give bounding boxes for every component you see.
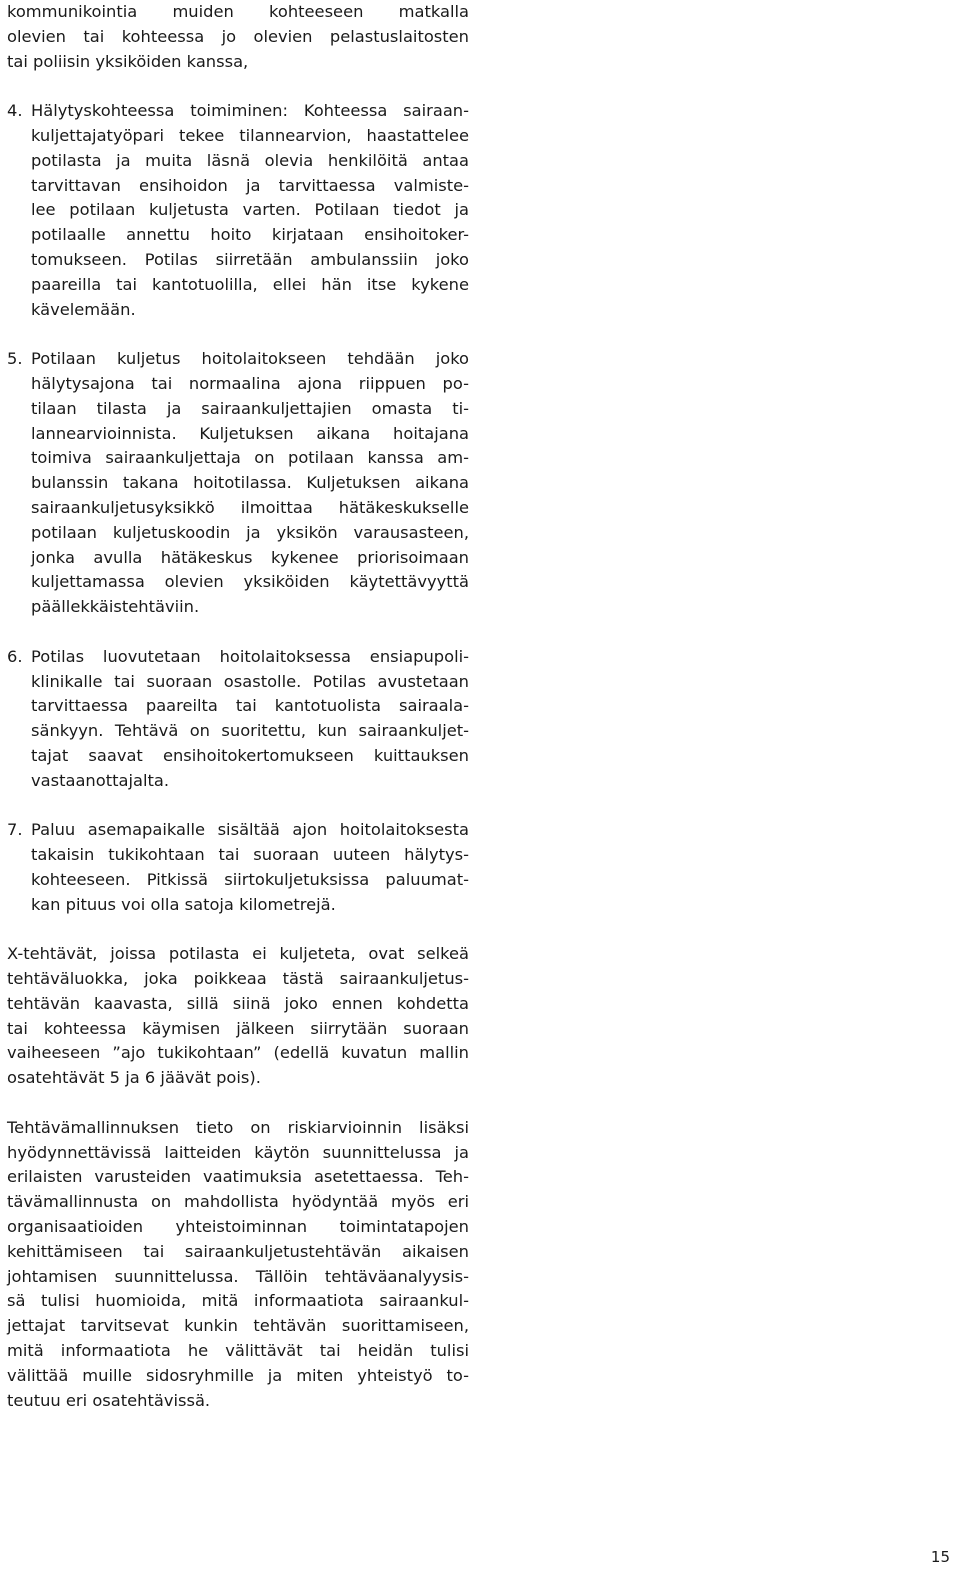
text-line: takaisin tukikohtaan tai suoraan uuteen hälytys- (31, 845, 469, 865)
list-item-6 (7, 645, 469, 794)
text-line: lee potilaan kuljetusta varten. Potilaan tiedot ja (31, 200, 469, 220)
list-number: 4. (7, 101, 23, 121)
text-line: organisaatioiden yhteistoiminnan toimintatapojen (7, 1217, 469, 1237)
text-line: kommunikointia muiden kohteeseen matkalla (7, 2, 469, 21)
text-line: sairaankuljetusyksikkö ilmoittaa hätäkeskukselle (31, 497, 469, 517)
text-line: mitä informaatiota he välittävät tai heidän tulisi (7, 1341, 469, 1361)
text-line: kävelemään. (31, 299, 136, 319)
text-line: tomukseen. Potilas siirretään ambulanssiin joko (31, 249, 469, 269)
continuation-paragraph (7, 0, 469, 74)
text-line: tai poliisin yksiköiden kanssa, (7, 51, 249, 71)
list-number: 5. (7, 349, 23, 369)
text-line: potilasta ja muita läsnä olevia henkilöitä antaa (31, 150, 469, 170)
text-line: jettajat tarvitsevat kunkin tehtävän suorittamiseen, (7, 1316, 469, 1336)
text-line: bulanssin takana hoitotilassa. Kuljetuksen aikana (31, 473, 469, 493)
text-line: klinikalle tai suoraan osastolle. Potilas avustetaan (31, 671, 469, 691)
text-line: potilaalle annettu hoito kirjataan ensihoitoker- (31, 225, 469, 245)
list-item-4 (7, 99, 469, 322)
text-line: tehtäväluokka, joka poikkeaa tästä sairaankuljetus- (7, 969, 469, 989)
text-line: Hälytyskohteessa toimiminen: Kohteessa sairaan- (31, 101, 469, 121)
text-line: tarvittaessa paareilta tai kantotuolista sairaala- (31, 696, 469, 716)
text-line: jonka avulla hätäkeskus kykenee priorisoimaan (31, 547, 469, 567)
text-line: tehtävän kaavasta, sillä siinä joko ennen kohdetta (7, 993, 469, 1013)
text-line: tävämallinnusta on mahdollista hyödyntää myös eri (7, 1192, 469, 1212)
text-line: toimiva sairaankuljettaja on potilaan kanssa am- (31, 448, 469, 468)
text-line: tai kohteessa käymisen jälkeen siirrytään suoraan (7, 1018, 469, 1038)
text-line: lannearvioinnista. Kuljetuksen aikana hoitajana (31, 423, 469, 443)
list-number: 7. (7, 820, 23, 840)
text-line: sänkyyn. Tehtävä on suoritettu, kun sairaankuljet- (31, 721, 469, 741)
text-line: päällekkäistehtäviin. (31, 597, 200, 617)
text-line: teutuu eri osatehtävissä. (7, 1390, 211, 1410)
text-line: Potilaan kuljetus hoitolaitokseen tehdään joko (31, 349, 469, 369)
text-line: johtamisen suunnittelussa. Tällöin tehtäväanalyysis- (7, 1266, 469, 1286)
list-item-5 (7, 347, 469, 620)
text-line: paareilla tai kantotuolilla, ellei hän itse kykene (31, 274, 469, 294)
text-line: Paluu asemapaikalle sisältää ajon hoitolaitoksesta (31, 820, 469, 840)
page-number: 15 (930, 1548, 950, 1566)
text-line: vastaanottajalta. (31, 770, 170, 790)
text-line: olevien tai kohteessa jo olevien pelastuslaitosten (7, 26, 469, 46)
text-line: tajat saavat ensihoitokertomukseen kuittauksen (31, 745, 469, 765)
list-item-7 (7, 818, 469, 917)
text-line: X-tehtävät, joissa potilasta ei kuljeteta, ovat selkeä (7, 944, 469, 964)
text-line: Potilas luovutetaan hoitolaitoksessa ensiapupoli- (31, 646, 469, 666)
text-line: Tehtävämallinnuksen tieto on riskiarvioinnin lisäksi (7, 1117, 469, 1137)
text-line: kuljettajatyöpari tekee tilannearvion, haastattelee (31, 125, 469, 145)
text-line: kan pituus voi olla satoja kilometrejä. (31, 894, 336, 914)
text-line: vaiheeseen ”ajo tukikohtaan” (edellä kuvatun mallin (7, 1043, 469, 1063)
text-line: tilaan tilasta ja sairaankuljettajien omasta ti- (31, 398, 469, 418)
text-line: sä tulisi huomioida, mitä informaatiota sairaankul- (7, 1291, 469, 1311)
page-body (7, 0, 469, 1413)
text-line: välittää muille sidosryhmille ja miten yhteistyö to- (7, 1365, 469, 1385)
text-line: kohteeseen. Pitkissä siirtokuljetuksissa paluumat- (31, 869, 469, 889)
text-line: kehittämiseen tai sairaankuljetustehtävän aikaisen (7, 1241, 469, 1261)
body-paragraph-task-modelling (7, 1116, 469, 1414)
text-line: potilaan kuljetuskoodin ja yksikön varausasteen, (31, 522, 469, 542)
list-number: 6. (7, 646, 23, 666)
text-line: kuljettamassa olevien yksiköiden käytettävyyttä (31, 572, 469, 592)
text-line: osatehtävät 5 ja 6 jäävät pois). (7, 1068, 261, 1088)
text-line: erilaisten varusteiden vaatimuksia asetettaessa. Teh- (7, 1167, 469, 1187)
text-line: tarvittavan ensihoidon ja tarvittaessa valmiste- (31, 175, 469, 195)
text-line: hälytysajona tai normaalina ajona riippuen po- (31, 373, 469, 393)
body-paragraph-x-tasks (7, 942, 469, 1091)
text-line: hyödynnettävissä laitteiden käytön suunnittelussa ja (7, 1142, 469, 1162)
